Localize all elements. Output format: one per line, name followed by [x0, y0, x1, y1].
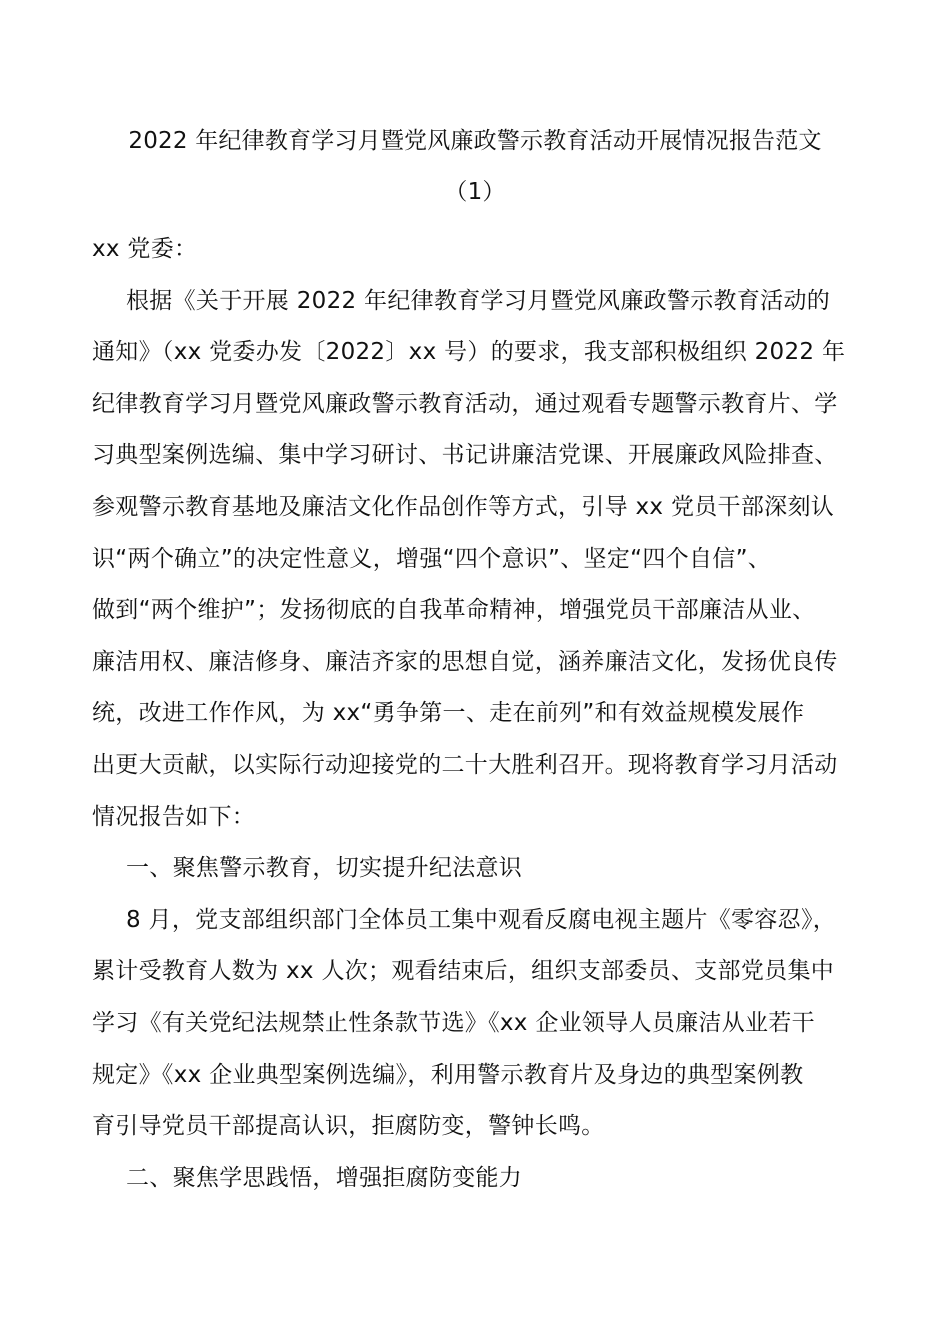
paragraph-line: 规定》《xx 企业典型案例选编》，利用警示教育片及身边的典型案例教	[92, 1061, 804, 1088]
section-heading-1: 一、聚焦警示教育，切实提升纪法意识	[126, 855, 523, 882]
section-heading-2: 二、聚焦学思践悟，增强拒腐防变能力	[126, 1164, 523, 1191]
document-title-number: （1）	[444, 179, 506, 205]
paragraph-line: 8 月，党支部组织部门全体员工集中观看反腐电视主题片《零容忍》，	[126, 906, 837, 933]
document-title: 2022 年纪律教育学习月暨党风廉政警示教育活动开展情况报告范文	[128, 128, 822, 154]
paragraph-line: 学习《有关党纪法规禁止性条款节选》《xx 企业领导人员廉洁从业若干	[92, 1009, 815, 1036]
paragraph-line: 统，改进工作作风，为 xx“勇争第一、走在前列”和有效益规模发展作	[92, 700, 805, 727]
paragraph-section-1	[92, 901, 860, 1159]
paragraph-line: 情况报告如下：	[92, 803, 256, 830]
paragraph-line: 出更大贡献，以实际行动迎接党的二十大胜利召开。现将教育学习月活动	[92, 751, 838, 778]
paragraph-line: 习典型案例选编、集中学习研讨、书记讲廉洁党课、开展廉政风险排查、	[92, 442, 838, 469]
paragraph-line: 参观警示教育基地及廉洁文化作品创作等方式，引导 xx 党员干部深刻认	[92, 493, 835, 520]
paragraph-line: 根据《关于开展 2022 年纪律教育学习月暨党风廉政警示教育活动的	[126, 287, 831, 314]
document-body	[92, 230, 860, 1210]
paragraph-line: 纪律教育学习月暨党风廉政警示教育活动，通过观看专题警示教育片、学	[92, 390, 838, 417]
paragraph-intro	[92, 282, 860, 850]
paragraph-line: 累计受教育人数为 xx 人次；观看结束后，组织支部委员、支部党员集中	[92, 958, 835, 985]
paragraph-line: 通知》（xx 党委办发〔2022〕xx 号）的要求，我支部积极组织 2022 年	[92, 339, 846, 366]
paragraph-line: 廉洁用权、廉洁修身、廉洁齐家的思想自觉，涵养廉洁文化，发扬优良传	[92, 648, 838, 675]
paragraph-line: 育引导党员干部提高认识，拒腐防变，警钟长鸣。	[92, 1113, 605, 1140]
salutation: xx 党委：	[92, 236, 198, 262]
paragraph-line: 做到“两个维护”；发扬彻底的自我革命精神，增强党员干部廉洁从业、	[92, 597, 816, 624]
paragraph-line: 识“两个确立”的决定性意义，增强“四个意识”、坚定“四个自信”、	[92, 545, 772, 572]
